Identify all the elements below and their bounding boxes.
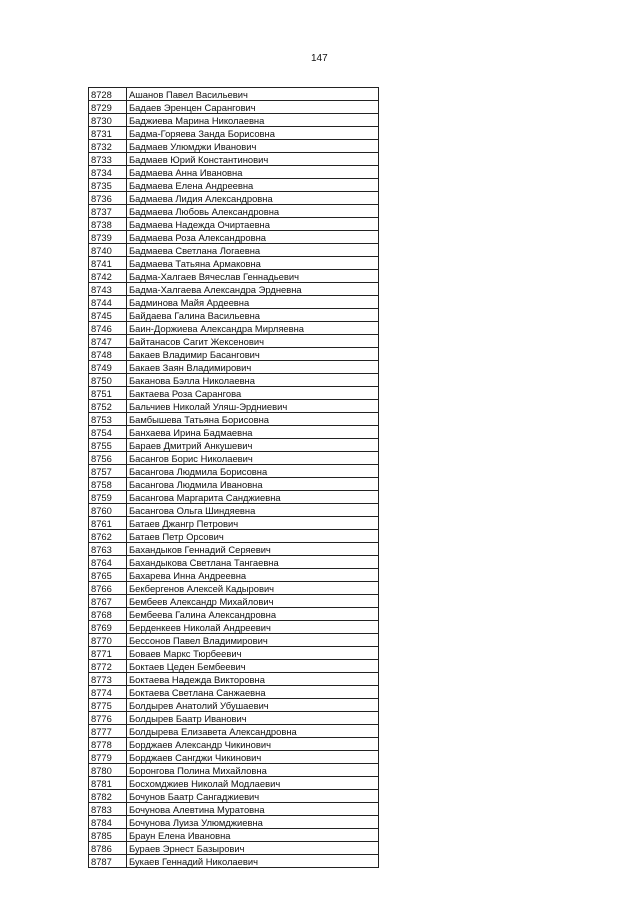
row-number: 8784 [89, 816, 127, 829]
table-row [89, 101, 379, 114]
person-name: Бадаев Эренцен Сарангович [127, 101, 379, 114]
row-number: 8729 [89, 101, 127, 114]
table-row [89, 257, 379, 270]
table-row [89, 764, 379, 777]
table-row [89, 647, 379, 660]
row-number: 8786 [89, 842, 127, 855]
row-number: 8733 [89, 153, 127, 166]
table-row [89, 452, 379, 465]
table-row [89, 660, 379, 673]
row-number: 8783 [89, 803, 127, 816]
person-name: Боктаева Светлана Санжаевна [127, 686, 379, 699]
row-number: 8728 [89, 88, 127, 101]
person-name: Бамбышева Татьяна Борисовна [127, 413, 379, 426]
row-number: 8774 [89, 686, 127, 699]
person-name: Бессонов Павел Владимирович [127, 634, 379, 647]
row-number: 8759 [89, 491, 127, 504]
row-number: 8775 [89, 699, 127, 712]
person-name: Бадмаев Юрий Константинович [127, 153, 379, 166]
table-row [89, 634, 379, 647]
row-number: 8751 [89, 387, 127, 400]
person-name: Бадмаева Любовь Александровна [127, 205, 379, 218]
table-row [89, 270, 379, 283]
row-number: 8754 [89, 426, 127, 439]
row-number: 8748 [89, 348, 127, 361]
table-row [89, 699, 379, 712]
registry-table [88, 87, 379, 868]
row-number: 8777 [89, 725, 127, 738]
table-row [89, 751, 379, 764]
table-row [89, 478, 379, 491]
table-row [89, 686, 379, 699]
row-number: 8768 [89, 608, 127, 621]
table-row [89, 673, 379, 686]
table-row [89, 166, 379, 179]
table-row [89, 296, 379, 309]
person-name: Байтанасов Сагит Жексенович [127, 335, 379, 348]
table-row [89, 816, 379, 829]
person-name: Бадмаева Надежда Очиртаевна [127, 218, 379, 231]
person-name: Болдырев Баатр Иванович [127, 712, 379, 725]
row-number: 8785 [89, 829, 127, 842]
row-number: 8764 [89, 556, 127, 569]
table-row [89, 738, 379, 751]
row-number: 8756 [89, 452, 127, 465]
row-number: 8742 [89, 270, 127, 283]
row-number: 8769 [89, 621, 127, 634]
row-number: 8732 [89, 140, 127, 153]
table-row [89, 621, 379, 634]
person-name: Ашанов Павел Васильевич [127, 88, 379, 101]
person-name: Бадма-Халгаева Александра Эрдневна [127, 283, 379, 296]
table-row [89, 517, 379, 530]
table-row [89, 114, 379, 127]
row-number: 8781 [89, 777, 127, 790]
person-name: Басангова Маргарита Санджиевна [127, 491, 379, 504]
person-name: Бадмаева Татьяна Армаковна [127, 257, 379, 270]
table-row [89, 309, 379, 322]
person-name: Бахандыков Геннадий Серяевич [127, 543, 379, 556]
person-name: Бараев Дмитрий Анкушевич [127, 439, 379, 452]
table-row [89, 88, 379, 101]
row-number: 8787 [89, 855, 127, 868]
person-name: Бадмаева Елена Андреевна [127, 179, 379, 192]
row-number: 8778 [89, 738, 127, 751]
table-row [89, 218, 379, 231]
person-name: Баджиева Марина Николаевна [127, 114, 379, 127]
table-row [89, 725, 379, 738]
person-name: Болдырев Анатолий Убушаевич [127, 699, 379, 712]
table-row [89, 582, 379, 595]
table-row [89, 829, 379, 842]
row-number: 8763 [89, 543, 127, 556]
person-name: Босхомджиев Николай Модлаевич [127, 777, 379, 790]
person-name: Борджаев Сангджи Чикинович [127, 751, 379, 764]
row-number: 8771 [89, 647, 127, 660]
table-row [89, 465, 379, 478]
page-number: 147 [311, 53, 328, 64]
person-name: Баин-Доржиева Александра Мирляевна [127, 322, 379, 335]
person-name: Бадмаева Светлана Логаевна [127, 244, 379, 257]
row-number: 8752 [89, 400, 127, 413]
row-number: 8762 [89, 530, 127, 543]
person-name: Боктаев Цеден Бембеевич [127, 660, 379, 673]
table-row [89, 244, 379, 257]
table-row [89, 556, 379, 569]
person-name: Бакаев Владимир Басангович [127, 348, 379, 361]
person-name: Бекбергенов Алексей Кадырович [127, 582, 379, 595]
table-row [89, 322, 379, 335]
person-name: Бахарева Инна Андреевна [127, 569, 379, 582]
row-number: 8746 [89, 322, 127, 335]
row-number: 8773 [89, 673, 127, 686]
row-number: 8779 [89, 751, 127, 764]
row-number: 8776 [89, 712, 127, 725]
table-row [89, 530, 379, 543]
person-name: Басангова Ольга Шиндяевна [127, 504, 379, 517]
row-number: 8760 [89, 504, 127, 517]
table-row [89, 777, 379, 790]
person-name: Бакаев Заян Владимирович [127, 361, 379, 374]
row-number: 8755 [89, 439, 127, 452]
person-name: Бальчиев Николай Уляш-Эрдниевич [127, 400, 379, 413]
table-row [89, 803, 379, 816]
person-name: Браун Елена Ивановна [127, 829, 379, 842]
table-row [89, 413, 379, 426]
table-row [89, 153, 379, 166]
table-row [89, 439, 379, 452]
row-number: 8734 [89, 166, 127, 179]
row-number: 8744 [89, 296, 127, 309]
table-row [89, 127, 379, 140]
person-name: Бактаева Роза Сарангова [127, 387, 379, 400]
table-row [89, 712, 379, 725]
row-number: 8780 [89, 764, 127, 777]
row-number: 8757 [89, 465, 127, 478]
table-row [89, 426, 379, 439]
row-number: 8731 [89, 127, 127, 140]
row-number: 8737 [89, 205, 127, 218]
table-row [89, 569, 379, 582]
person-name: Бадмаева Лидия Александровна [127, 192, 379, 205]
row-number: 8770 [89, 634, 127, 647]
table-row [89, 179, 379, 192]
row-number: 8750 [89, 374, 127, 387]
person-name: Бочунов Баатр Сангаджиевич [127, 790, 379, 803]
table-row [89, 335, 379, 348]
row-number: 8772 [89, 660, 127, 673]
person-name: Борджаев Александр Чикинович [127, 738, 379, 751]
row-number: 8741 [89, 257, 127, 270]
table-row [89, 491, 379, 504]
person-name: Басангов Борис Николаевич [127, 452, 379, 465]
person-name: Бадмаева Роза Александровна [127, 231, 379, 244]
row-number: 8782 [89, 790, 127, 803]
person-name: Басангова Людмила Борисовна [127, 465, 379, 478]
person-name: Бадмаева Анна Ивановна [127, 166, 379, 179]
row-number: 8747 [89, 335, 127, 348]
person-name: Бадмаев Улюмджи Иванович [127, 140, 379, 153]
person-name: Боваев Маркс Тюрбеевич [127, 647, 379, 660]
row-number: 8736 [89, 192, 127, 205]
table-row [89, 855, 379, 868]
person-name: Басангова Людмила Ивановна [127, 478, 379, 491]
row-number: 8740 [89, 244, 127, 257]
person-name: Боронгова Полина Михайловна [127, 764, 379, 777]
row-number: 8730 [89, 114, 127, 127]
row-number: 8738 [89, 218, 127, 231]
table-row [89, 374, 379, 387]
table-row [89, 283, 379, 296]
person-name: Бочунова Луиза Улюмджиевна [127, 816, 379, 829]
person-name: Банхаева Ирина Бадмаевна [127, 426, 379, 439]
person-name: Букаев Геннадий Николаевич [127, 855, 379, 868]
person-name: Болдырева Елизавета Александровна [127, 725, 379, 738]
person-name: Бочунова Алевтина Муратовна [127, 803, 379, 816]
table-row [89, 361, 379, 374]
row-number: 8749 [89, 361, 127, 374]
table-row [89, 608, 379, 621]
table-row [89, 842, 379, 855]
table-row [89, 595, 379, 608]
table-row [89, 543, 379, 556]
person-name: Берденкеев Николай Андреевич [127, 621, 379, 634]
table-row [89, 348, 379, 361]
person-name: Батаев Петр Орсович [127, 530, 379, 543]
person-name: Бембеева Галина Александровна [127, 608, 379, 621]
row-number: 8739 [89, 231, 127, 244]
row-number: 8765 [89, 569, 127, 582]
person-name: Бадма-Халгаев Вячеслав Геннадьевич [127, 270, 379, 283]
table-row [89, 400, 379, 413]
row-number: 8766 [89, 582, 127, 595]
person-name: Бадминова Майя Ардеевна [127, 296, 379, 309]
table-row [89, 205, 379, 218]
person-name: Бембеев Александр Михайлович [127, 595, 379, 608]
row-number: 8767 [89, 595, 127, 608]
row-number: 8761 [89, 517, 127, 530]
person-name: Баканова Бэлла Николаевна [127, 374, 379, 387]
table-row [89, 387, 379, 400]
registry-table-body [89, 88, 379, 868]
person-name: Байдаева Галина Васильевна [127, 309, 379, 322]
row-number: 8735 [89, 179, 127, 192]
table-row [89, 192, 379, 205]
row-number: 8758 [89, 478, 127, 491]
person-name: Бадма-Горяева Занда Борисовна [127, 127, 379, 140]
table-row [89, 790, 379, 803]
person-name: Бахандыкова Светлана Тангаевна [127, 556, 379, 569]
row-number: 8745 [89, 309, 127, 322]
row-number: 8753 [89, 413, 127, 426]
person-name: Бураев Эрнест Базырович [127, 842, 379, 855]
row-number: 8743 [89, 283, 127, 296]
table-row [89, 231, 379, 244]
person-name: Батаев Джангр Петрович [127, 517, 379, 530]
table-row [89, 140, 379, 153]
table-row [89, 504, 379, 517]
person-name: Боктаева Надежда Викторовна [127, 673, 379, 686]
